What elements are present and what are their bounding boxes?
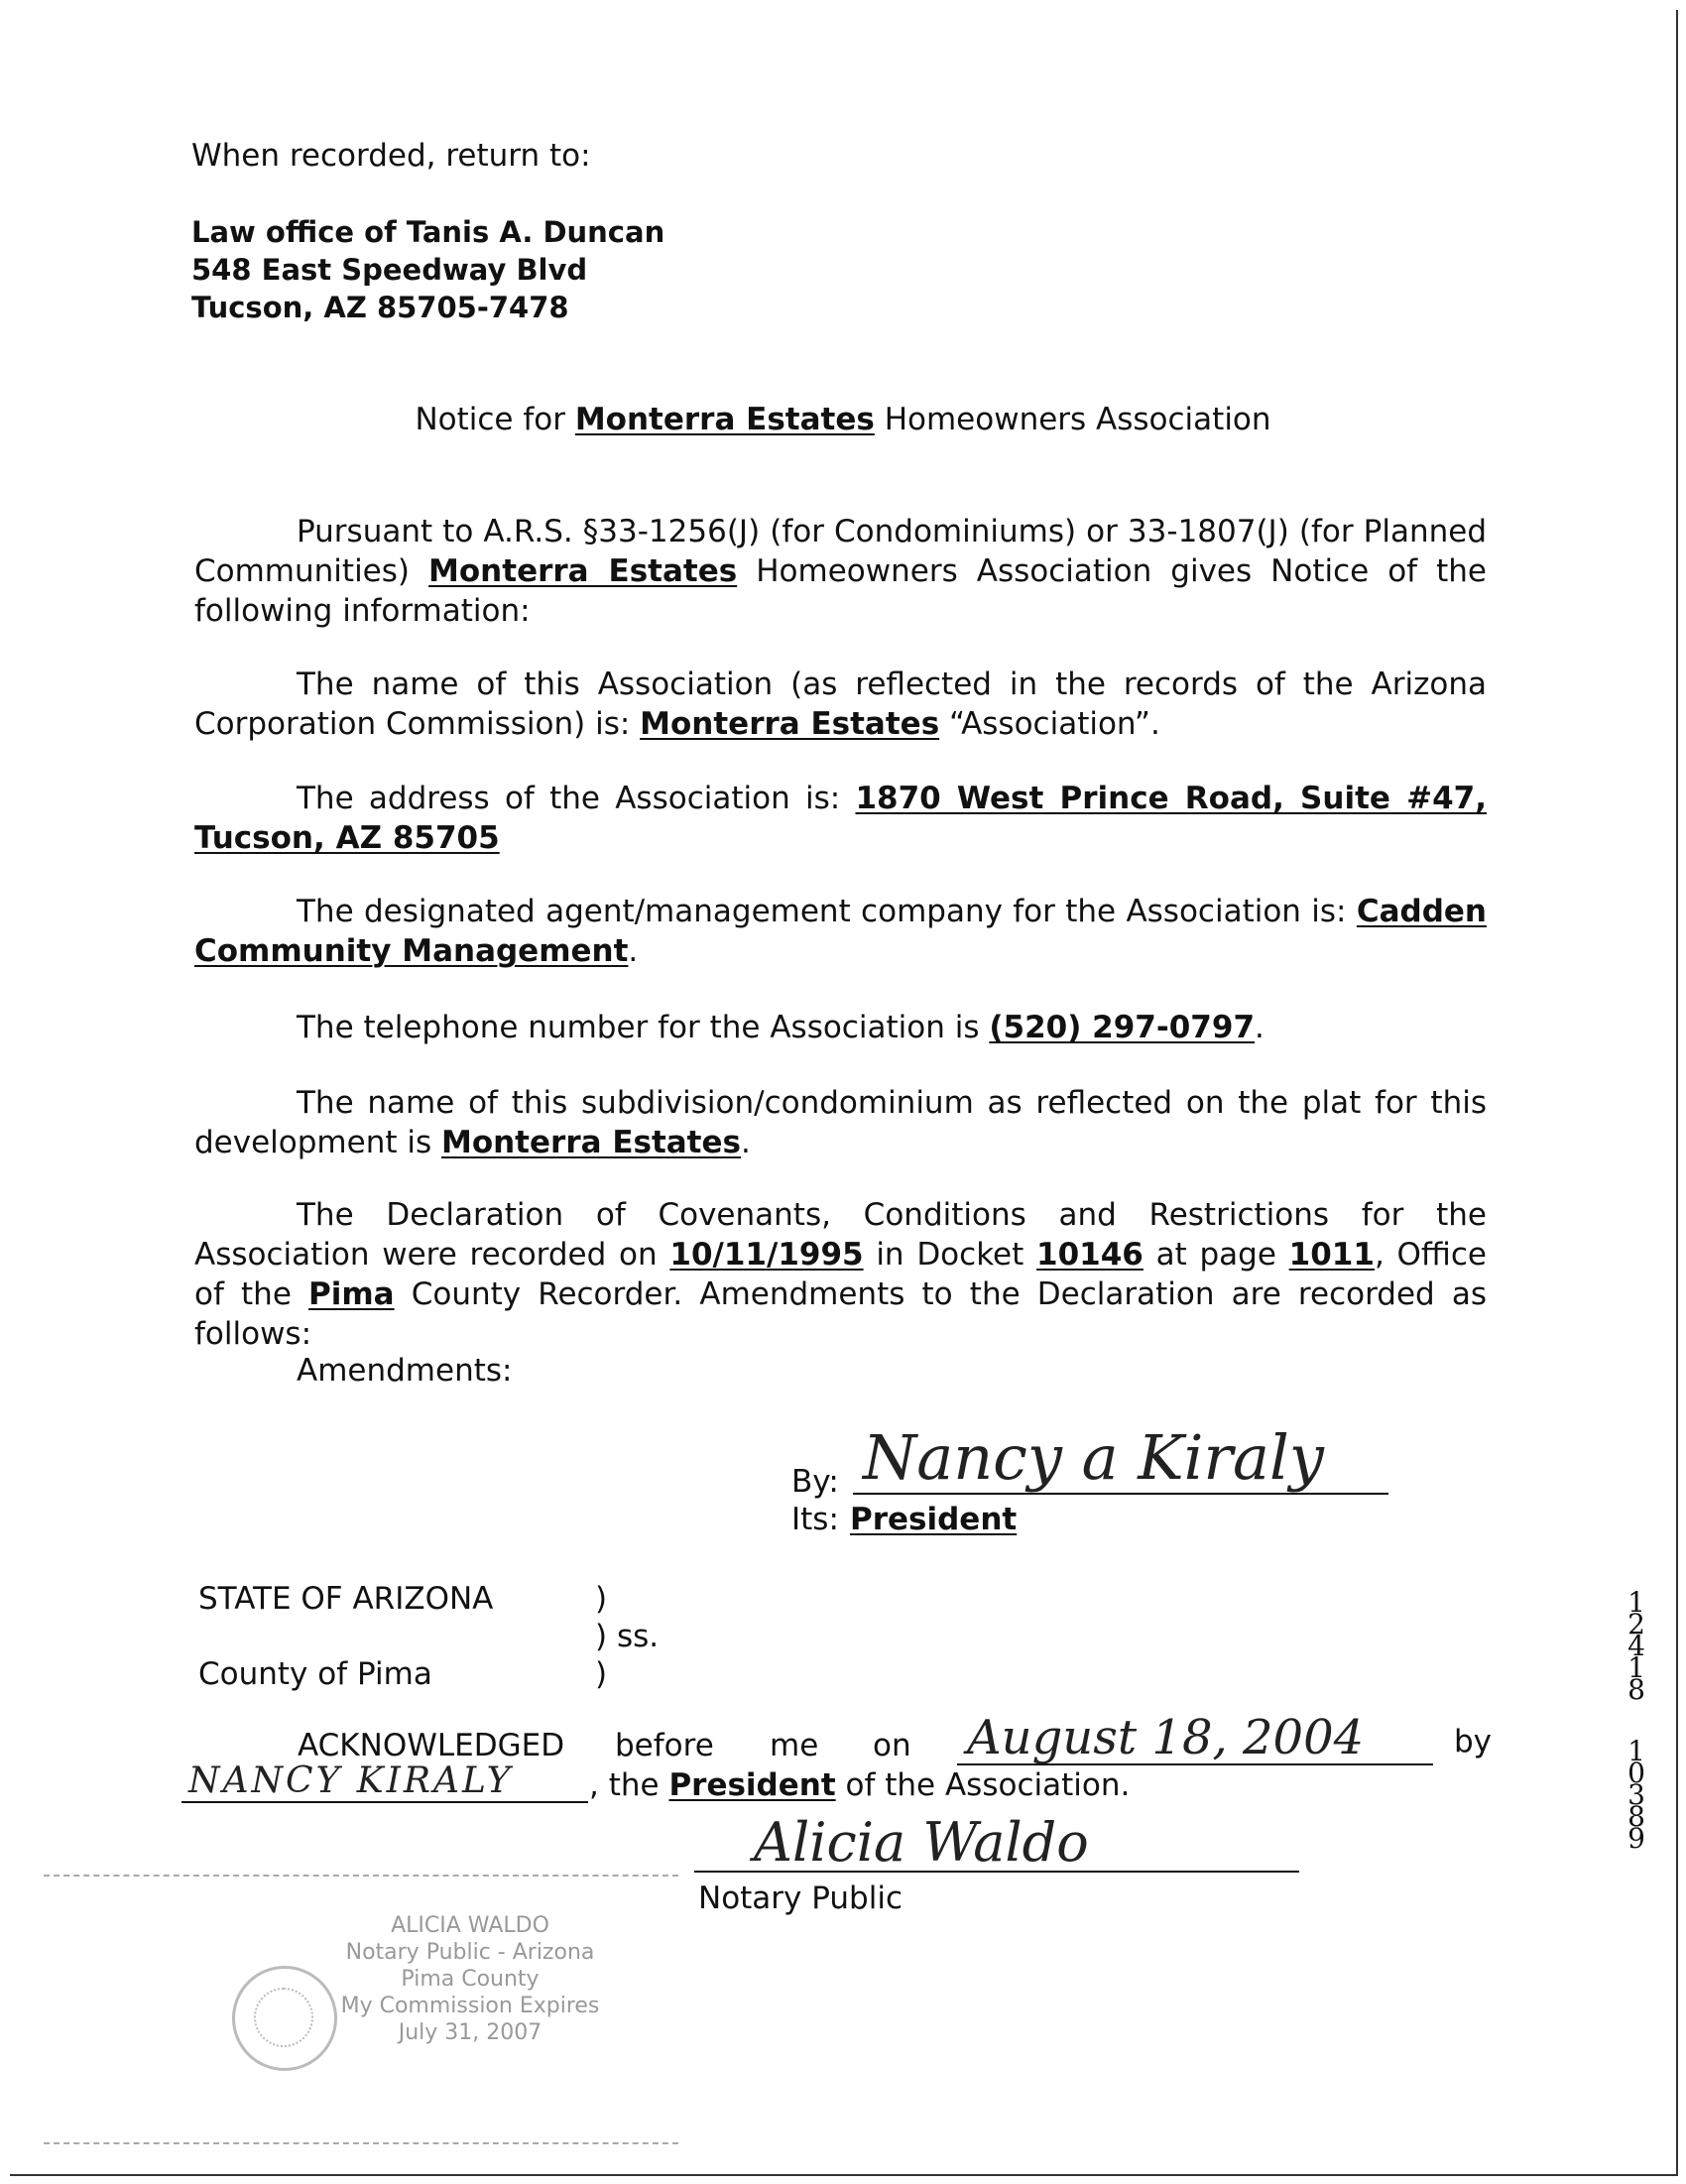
p6-text-b: . (740, 1125, 751, 1160)
by-label: By: (791, 1464, 839, 1500)
p7-text-c: at page (1143, 1237, 1289, 1273)
venue-paren-2: ) (595, 1656, 608, 1692)
p4-text-a: The designated agent/management company for the Association is: (297, 894, 1357, 929)
p4-text-b: . (628, 933, 639, 969)
return-label: When recorded, return to: (191, 138, 591, 174)
ack-word-me: me (770, 1728, 819, 1763)
its-label: Its: (791, 1502, 839, 1537)
p7-text-d: , Office of the (194, 1237, 1488, 1312)
ack-of-association: of the Association. (835, 1767, 1131, 1803)
p6-text-a: The name of this subdivision/condominium as reflected on the plat for this development is (194, 1085, 1487, 1160)
p7-text-a: The Declaration of Covenants, Conditions and Restrictions for the Association were recorded on (194, 1197, 1487, 1273)
signer-title: President (850, 1502, 1018, 1537)
return-address-line2: 548 East Speedway Blvd (191, 253, 588, 287)
paragraph-pursuant (194, 512, 1487, 631)
p7-recorded-date: 10/11/1995 (669, 1237, 864, 1273)
p4-management-company: Cadden Community Management (194, 894, 1487, 969)
notary-stamp (44, 1875, 678, 2144)
p1-text-b: Homeowners Association gives Notice of the following information: (194, 553, 1487, 629)
p7-docket: 10146 (1036, 1237, 1144, 1273)
ack-the: , the (589, 1767, 669, 1803)
document-title (0, 400, 1686, 439)
p6-subdivision-name: Monterra Estates (440, 1125, 741, 1160)
paragraph-address (194, 779, 1487, 858)
p5-text-a: The telephone number for the Association is (297, 1010, 990, 1045)
title-prefix: Notice for (415, 402, 575, 437)
ack-name-handwritten: NANCY KIRALY (188, 1760, 514, 1801)
p7-text-b: in Docket (863, 1237, 1037, 1273)
amendments-label: Amendments: (297, 1353, 513, 1389)
ack-role: President (668, 1767, 836, 1803)
return-address-line1: Law office of Tanis A. Duncan (191, 215, 665, 249)
president-signature: Nancy a Kiraly (863, 1421, 1324, 1494)
ack-line2-text (589, 1765, 1130, 1805)
notary-signature: Alicia Waldo (754, 1811, 1089, 1874)
paragraph-association-name (194, 665, 1487, 744)
venue-ss: ) ss. (595, 1619, 660, 1654)
ack-word-acknowledged: ACKNOWLEDGED (298, 1728, 565, 1763)
venue-paren-1: ) (595, 1581, 608, 1617)
paragraph-subdivision (194, 1083, 1487, 1162)
p3-text-a: The address of the Association is: (297, 781, 856, 816)
stamp-line1: ALICIA WALDO (391, 1913, 549, 1938)
p3-association-address: 1870 West Prince Road, Suite #47, Tucson, AZ 85705 (194, 781, 1487, 856)
ack-word-by: by (1454, 1724, 1493, 1759)
paragraph-management-company (194, 892, 1487, 971)
p7-county: Pima (308, 1276, 395, 1312)
stamp-line5: July 31, 2007 (398, 2020, 542, 2045)
title-association-name: Monterra Estates (574, 402, 875, 437)
title-suffix: Homeowners Association (874, 402, 1271, 437)
notary-public-label: Notary Public (698, 1881, 903, 1916)
paragraph-declaration (194, 1195, 1487, 1354)
p2-text-b: “Association”. (939, 706, 1160, 742)
notary-stamp-text (272, 1912, 668, 2046)
p5-telephone: (520) 297-0797 (989, 1010, 1256, 1045)
p7-text-e: County Recorder. Amendments to the Declaration are recorded as follows: (194, 1276, 1487, 1352)
p1-text-a: Pursuant to A.R.S. §33-1256(J) (for Condominiums) or 33-1807(J) (for Planned Communities) (194, 514, 1487, 589)
ack-date-handwritten: August 18, 2004 (967, 1710, 1365, 1765)
p5-text-b: . (1255, 1010, 1264, 1045)
recorder-document-number (1617, 1586, 1656, 1855)
ack-word-on: on (873, 1728, 911, 1763)
p7-page: 1011 (1288, 1237, 1375, 1273)
stamp-line3: Pima County (401, 1967, 540, 1992)
ack-word-before: before (615, 1728, 714, 1763)
p1-association-name: Monterra Estates (428, 553, 738, 589)
venue-county: County of Pima (198, 1656, 432, 1692)
stamp-line4: My Commission Expires (340, 1994, 600, 2018)
doc-number-line2: 1 0 3 8 9 (1627, 1735, 1645, 1855)
paragraph-telephone (194, 1008, 1487, 1047)
p2-association-name: Monterra Estates (640, 706, 940, 742)
stamp-line2: Notary Public - Arizona (345, 1940, 595, 1965)
venue-state: STATE OF ARIZONA (198, 1581, 494, 1617)
return-address-line3: Tucson, AZ 85705-7478 (191, 291, 569, 324)
p2-text-a: The name of this Association (as reflected in the records of the Arizona Corporation Commission) is: (194, 667, 1487, 742)
doc-number-line1: 12418 (1627, 1586, 1645, 1706)
